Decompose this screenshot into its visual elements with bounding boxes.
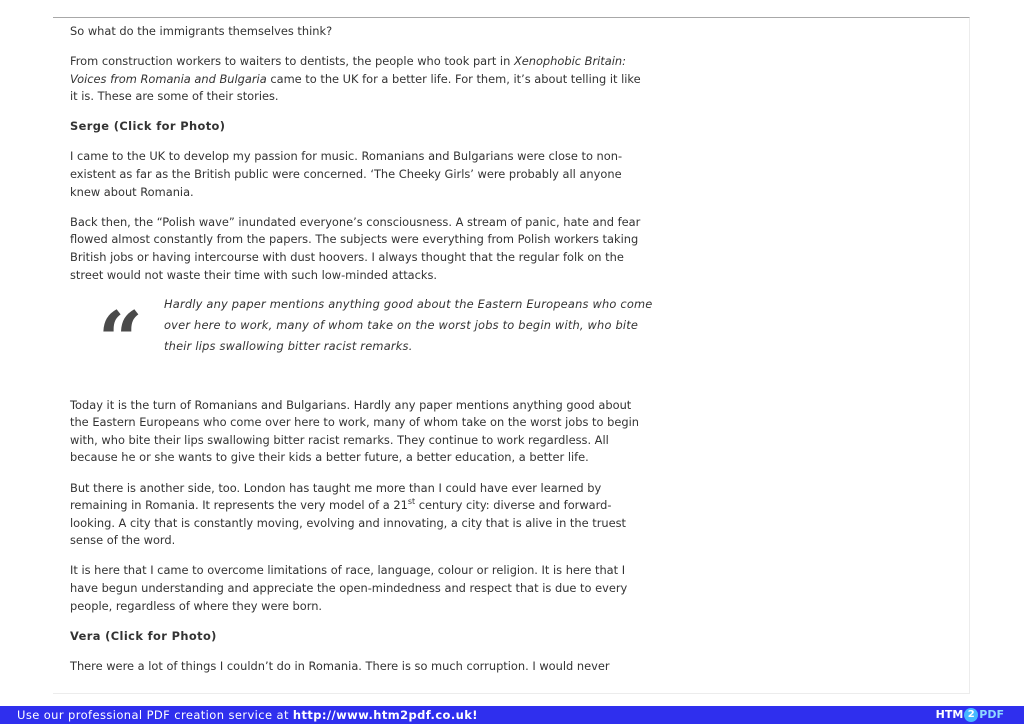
pull-quote [70, 294, 653, 397]
footer-link[interactable]: http://www.htm2pdf.co.uk! [292, 708, 478, 722]
pull-quote-text: Hardly any paper mentions anything good about the Eastern Europeans who come over here to work, many of whom take on the worst jobs to begin with, who bite their lips swallowing bitter racist remarks. [164, 296, 653, 353]
book-title: Xenophobic Britain: Voices from Romania and Bulgaria [70, 54, 626, 86]
serge-heading[interactable]: Serge (Click for Photo) [70, 119, 226, 134]
intro-paragraph [70, 53, 650, 106]
intro-text-b: came to the UK for a better life. For them, it’s about telling it like it is. These are some of their stories. [70, 71, 641, 104]
footer-text [17, 706, 478, 724]
footer-promo: Use our professional PDF creation service at [17, 708, 293, 722]
p6-text-a: But there is another side, too. London has taught me more than I could have ever learned by remaining in Romania. It represents the very model of a 21 [70, 480, 602, 513]
footer-banner [0, 706, 1024, 724]
ordinal-suffix: st [407, 497, 416, 507]
quote-mark-icon: “ [98, 294, 143, 386]
serge-paragraph-3: Today it is the turn of Romanians and Bulgarians. Hardly any paper mentions anything good about the Eastern Europeans who come over here to work, many of whom take on the worst jobs to begin with, who bite their lips swallowing bitter racist remarks. They continue to work regardless. All because he or she wants to give their kids a better future, a better education, a better life. [70, 397, 639, 465]
logo-pdf: PDF [979, 708, 1004, 721]
intro-question: So what do the immigrants themselves think? [70, 24, 333, 38]
vera-heading[interactable]: Vera (Click for Photo) [70, 628, 217, 643]
serge-paragraph-5: It is here that I came to overcome limitations of race, language, colour or religion. It is here that I have begun understanding and appreciate the open-mindedness and respect that is due to every people, regardless of where they were born. [70, 563, 628, 613]
article-body [70, 23, 653, 688]
pdf-page [53, 17, 970, 694]
serge-paragraph-2: Back then, the “Polish wave” inundated everyone’s consciousness. A stream of panic, hate and fear flowed almost constantly from the papers. The subjects were everything from Polish workers taking British jobs or having intercourse with dust hoovers. I always thought that the regular folk on the street would not waste their time with such low-minded attacks. [70, 214, 641, 282]
logo-two-icon: 2 [964, 708, 978, 722]
htm2pdf-logo[interactable] [936, 708, 1004, 722]
serge-paragraph-4 [70, 480, 650, 550]
intro-text-a: From construction workers to waiters to dentists, the people who took part in [70, 54, 514, 69]
logo-htm: HTM [935, 708, 964, 721]
p6-text-b: century city: diverse and forward-looking. A city that is constantly moving, evolving and innovating, a city that is alive in the truest sense of the word. [70, 498, 627, 548]
serge-paragraph-1: I came to the UK to develop my passion for music. Romanians and Bulgarians were close to non-existent as far as the British public were concerned. ‘The Cheeky Girls’ were probably all anyone knew about Romania. [70, 149, 623, 199]
vera-paragraph-1: There were a lot of things I couldn’t do in Romania. There is so much corruption. I would never [70, 658, 610, 673]
